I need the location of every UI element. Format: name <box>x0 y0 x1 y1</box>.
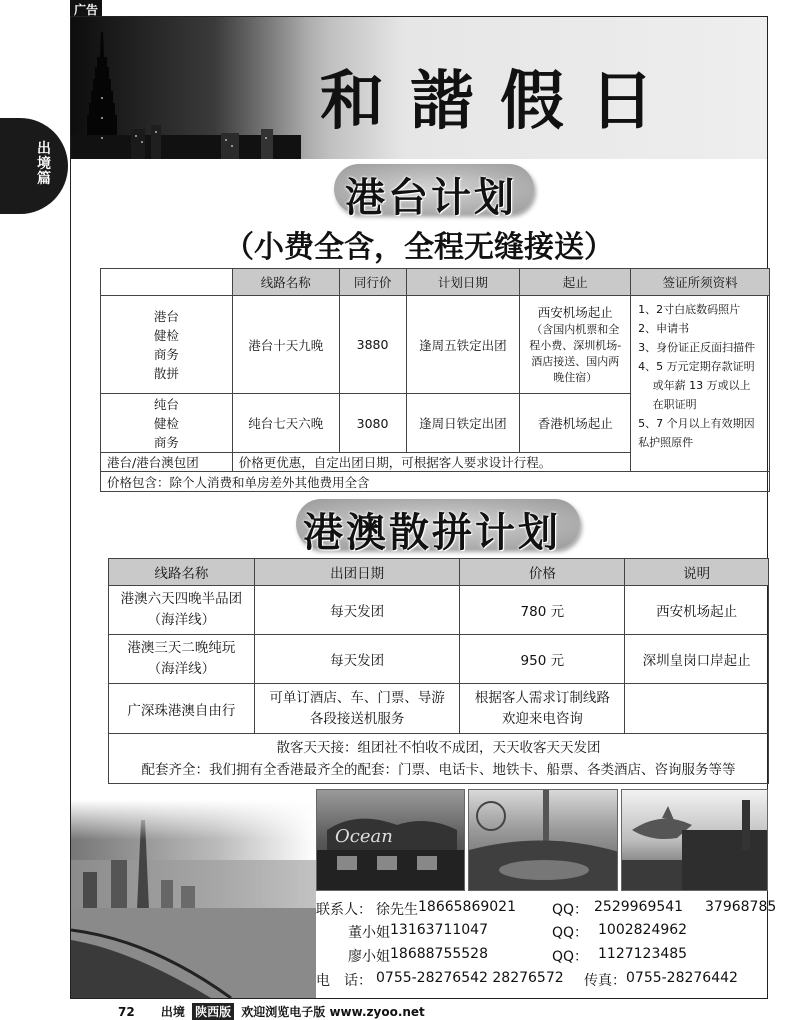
ocean-park-entrance-photo <box>316 789 465 891</box>
table-row <box>109 586 769 635</box>
tel-number: 0755-28276542 28276572 <box>376 970 564 986</box>
tour-category: 纯台 健检 商务 <box>101 394 233 453</box>
route-name: 港澳六天四晚半品团 （海洋线） <box>109 586 255 635</box>
notice-daily: 散客天天接：组团社不怕收不成团，天天收客天天发团 <box>276 739 601 756</box>
notice-cell <box>109 734 769 784</box>
table-header: 计划日期 <box>406 269 520 296</box>
section1-subtitle: （小费全含，全程无缝接送） <box>224 230 614 265</box>
footer-section: 出境 <box>160 1005 185 1019</box>
qq-label: QQ： <box>552 902 589 918</box>
fax-label: 传真： <box>584 973 626 989</box>
section1-title: 港台计划 <box>345 175 517 221</box>
route-price: 3080 <box>339 394 406 453</box>
route-note <box>625 684 769 734</box>
route-name: 纯台七天六晚 <box>232 394 339 453</box>
route-price: 780 元 <box>460 586 625 635</box>
table-header: 同行价 <box>339 269 406 296</box>
package-text: 价格更优惠，自定出团日期，可根据客人要求设计行程。 <box>232 453 630 472</box>
route-date: 逢周日铁定出团 <box>406 394 520 453</box>
page-number: 72 <box>118 1005 135 1019</box>
contact-label: 联系人： <box>316 902 372 918</box>
hk-macau-table <box>108 558 769 784</box>
table-row <box>101 296 770 394</box>
contact-name: 廖小姐 <box>348 949 390 965</box>
price-includes: 价格包含：除个人消费和单房差外其他费用全含 <box>101 472 770 492</box>
qq-label: QQ： <box>552 925 589 941</box>
qq-label: QQ： <box>552 949 589 965</box>
side-tab-label: 出境篇 <box>37 141 51 187</box>
hk-harbour-image <box>71 800 316 998</box>
brand-logo: 和諧假日 <box>320 64 680 139</box>
table-header: 价格 <box>460 559 625 586</box>
route-note: 深圳皇岗口岸起止 <box>625 635 769 684</box>
route-start: 香港机场起止 <box>520 394 631 453</box>
table-header: 起止 <box>520 269 631 296</box>
shark-aquarium-photo <box>621 789 768 891</box>
route-date: 每天发团 <box>254 586 460 635</box>
table-row <box>101 472 770 492</box>
visa-requirements: 1、2寸白底数码照片 2、申请书 3、身份证正反面扫描件 4、5 万元定期存款证明 或年薪 13 万或以上 在职证明 5、7 个月以上有效期因 私护照原件 <box>631 296 770 472</box>
qq-number: 1127123485 <box>598 946 688 962</box>
route-name: 港台十天九晚 <box>232 296 339 394</box>
table-row <box>109 684 769 734</box>
tel-label: 电 话： <box>316 973 372 989</box>
section2-title: 港澳散拼计划 <box>303 510 561 556</box>
table-row <box>109 635 769 684</box>
tour-category: 港台 健检 商务 散拼 <box>101 296 233 394</box>
table-header: 线路名称 <box>109 559 255 586</box>
fax-number: 0755-28276442 <box>626 970 738 986</box>
route-note: 西安机场起止 <box>625 586 769 635</box>
contact-phone: 18688755528 <box>390 946 488 962</box>
ocean-park-ride-photo <box>468 789 618 891</box>
route-name: 港澳三天二晚纯玩 （海洋线） <box>109 635 255 684</box>
svg-text:Ocean: Ocean <box>335 826 393 847</box>
table-header: 出团日期 <box>254 559 460 586</box>
table-row <box>109 734 769 784</box>
table-header: 说明 <box>625 559 769 586</box>
route-date: 每天发团 <box>254 635 460 684</box>
notice-facilities: 配套齐全：我们拥有全香港最齐全的配套：门票、电话卡、地铁卡、船票、各类酒店、咨询服务等等 <box>141 761 736 778</box>
contact-name: 董小姐 <box>348 925 390 941</box>
contact-name: 徐先生 <box>376 902 418 918</box>
hk-taiwan-table <box>100 268 770 492</box>
footer-website: 欢迎浏览电子版 www.zyoo.net <box>241 1005 425 1019</box>
ad-tag: 广告 <box>70 0 102 19</box>
edition-badge: 陕西版 <box>192 1003 234 1020</box>
page-footer <box>118 1003 425 1020</box>
qq-number: 1002824962 <box>598 922 688 938</box>
contact-phone: 13163711047 <box>390 922 488 938</box>
route-date: 可单订酒店、车、门票、导游 各段接送机服务 <box>254 684 460 734</box>
contact-phone: 18665869021 <box>418 899 516 915</box>
route-price: 根据客人需求订制线路 欢迎来电咨询 <box>460 684 625 734</box>
route-start: 西安机场起止 （含国内机票和全 程小费、深圳机场- 酒店接送、国内两 晚住宿） <box>520 296 631 394</box>
qq-number-alt: 37968785 <box>705 899 777 915</box>
table-header: 线路名称 <box>232 269 339 296</box>
route-name: 广深珠港澳自由行 <box>109 684 255 734</box>
route-date: 逢周五铁定出团 <box>406 296 520 394</box>
qq-number: 2529969541 <box>594 899 684 915</box>
route-price: 950 元 <box>460 635 625 684</box>
table-header: 签证所须资料 <box>631 269 770 296</box>
package-label: 港台/港台澳包团 <box>101 453 233 472</box>
route-price: 3880 <box>339 296 406 394</box>
table-header-empty <box>101 269 233 296</box>
